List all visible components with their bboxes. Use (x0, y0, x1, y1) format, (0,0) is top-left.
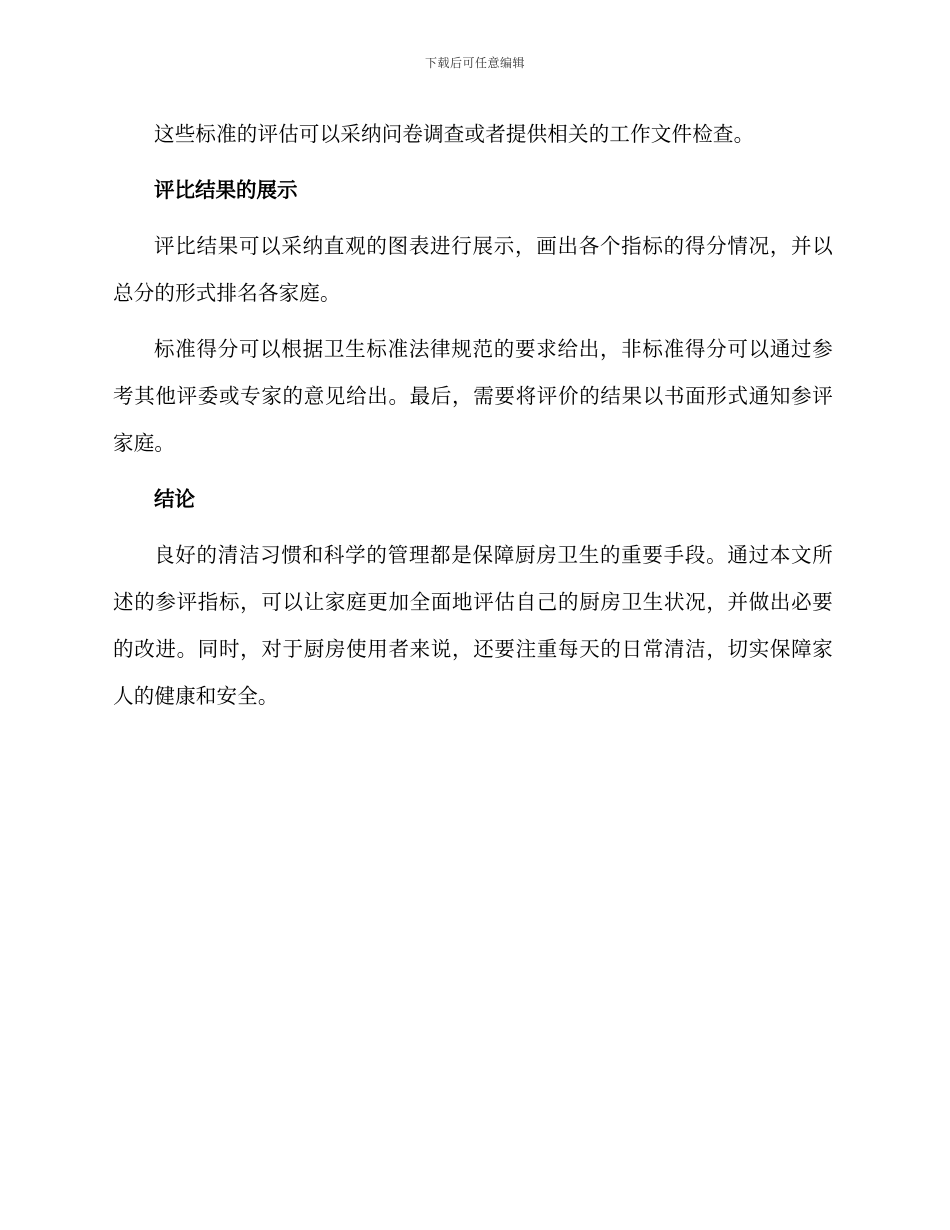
paragraph-evaluation-methods: 这些标准的评估可以采纳问卷调查或者提供相关的工作文件检查。 (154, 122, 755, 146)
section-heading-results-display: 评比结果的展示 (154, 178, 298, 202)
paragraph-scoring: 标准得分可以根据卫生标准法律规范的要求给出，非标准得分可以通过参考其他评委或专家的意见给出。最后，需要将评价的结果以书面形式通知参评家庭。 (113, 337, 833, 455)
section-heading-conclusion: 结论 (154, 487, 195, 511)
document-body (113, 111, 833, 729)
paragraph-results-chart: 评比结果可以采纳直观的图表进行展示，画出各个指标的得分情况，并以总分的形式排名各家庭。 (113, 234, 833, 305)
page-header: 下载后可任意编辑 (424, 56, 525, 70)
paragraph-conclusion: 良好的清洁习惯和科学的管理都是保障厨房卫生的重要手段。通过本文所述的参评指标，可以让家庭更加全面地评估自己的厨房卫生状况，并做出必要的改进。同时，对于厨房使用者来说，还要注重每天的日常清洁，切实保障家人的健康和安全。 (113, 543, 833, 708)
